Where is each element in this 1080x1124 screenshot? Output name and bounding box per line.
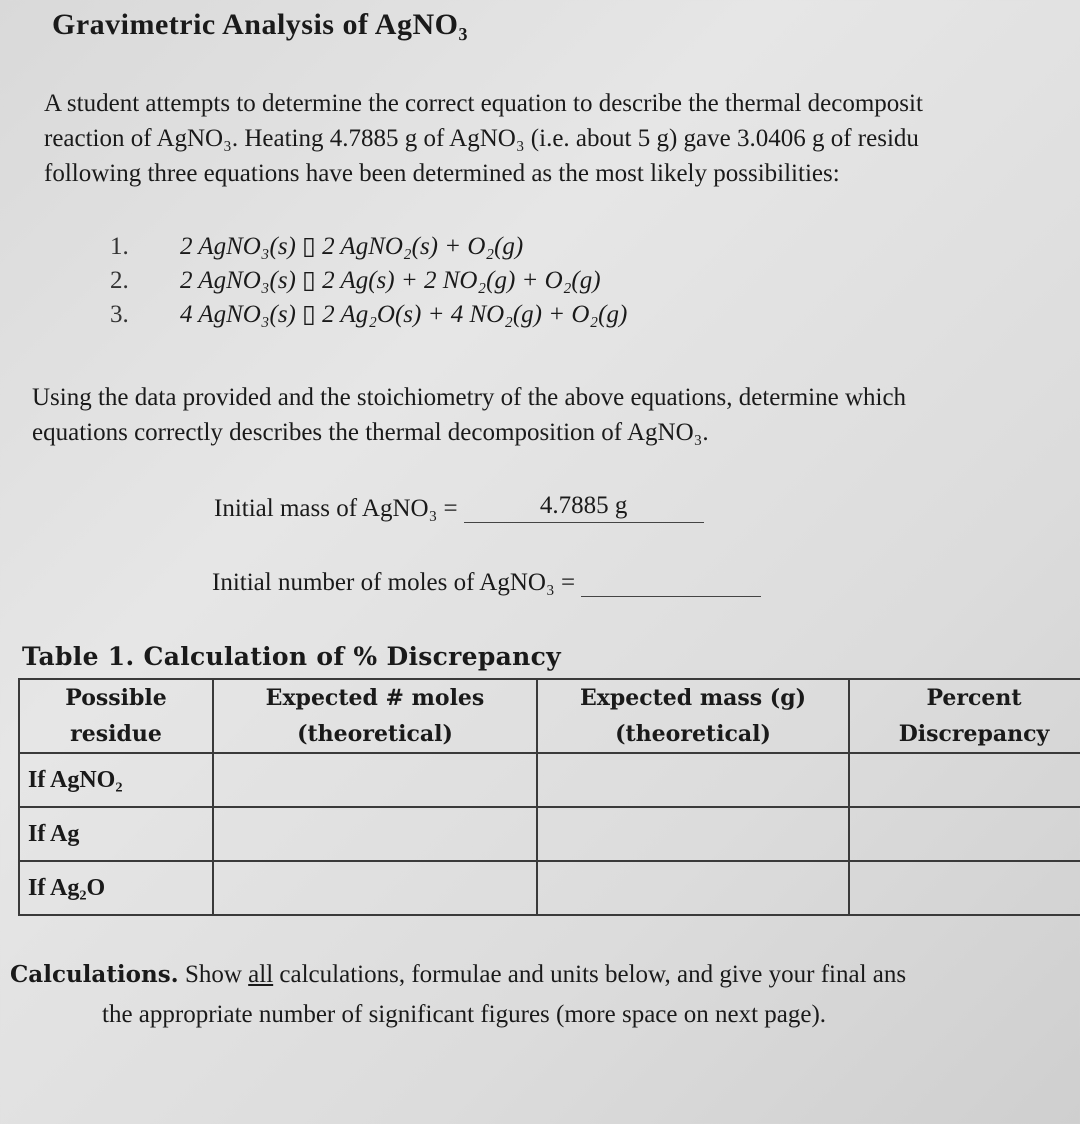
header-possible-residue — [19, 679, 213, 753]
table-row — [19, 861, 1080, 915]
moles-cell[interactable] — [213, 861, 537, 915]
discrepancy-cell[interactable] — [849, 753, 1080, 807]
mass-cell[interactable] — [537, 861, 849, 915]
discrepancy-cell[interactable] — [849, 861, 1080, 915]
question-line: Using the data provided and the stoichiometry of the above equations, determine which — [32, 384, 907, 411]
equation-text: 2 AgNO₃(s) ▯ 2 Ag(s) + 2 NO₂(g) + O₂(g) — [180, 267, 601, 294]
page-title: Gravimetric Analysis of AgNO₃ — [52, 8, 468, 41]
calculations-line: the appropriate number of significant figures (more space on next page). — [102, 1001, 827, 1028]
header-expected-mass — [537, 679, 849, 753]
discrepancy-cell[interactable] — [849, 807, 1080, 861]
calculations-lead: Calculations. — [10, 961, 179, 988]
calculations-text: calculations, formulae and units below, and give your final ans — [273, 961, 907, 988]
question-line: equations correctly describes the thermal decomposition of AgNO₃. — [32, 419, 709, 446]
calculations-underlined: all — [248, 961, 274, 988]
table-caption: Table 1. Calculation of % Discrepancy — [22, 642, 561, 671]
equation-item — [110, 230, 627, 264]
mass-cell[interactable] — [537, 807, 849, 861]
header-text: Expected mass (g) — [579, 685, 807, 711]
header-text: (theoretical) — [615, 721, 771, 747]
residue-cell: If Ag₂O — [19, 861, 213, 915]
equation-text: 4 AgNO₃(s) ▯ 2 Ag₂O(s) + 4 NO₂(g) + O₂(g) — [180, 301, 628, 328]
header-text: Possible — [65, 685, 167, 711]
header-expected-moles — [213, 679, 537, 753]
equation-item — [110, 264, 627, 298]
equation-number: 3. — [110, 301, 129, 328]
moles-cell[interactable] — [213, 753, 537, 807]
intro-line: A student attempts to determine the correct equation to describe the thermal decomposit — [44, 90, 923, 117]
equation-number: 1. — [110, 233, 129, 260]
discrepancy-table — [18, 678, 1080, 916]
intro-paragraph — [44, 86, 923, 191]
residue-cell: If AgNO₂ — [19, 753, 213, 807]
header-text: Percent — [926, 685, 1022, 711]
table-row — [19, 753, 1080, 807]
mass-cell[interactable] — [537, 753, 849, 807]
header-percent-discrepancy — [849, 679, 1080, 753]
table-row — [19, 807, 1080, 861]
intro-line: following three equations have been determined as the most likely possibilities: — [44, 160, 840, 187]
initial-mass-blank[interactable]: 4.7885 g — [464, 492, 704, 523]
intro-line: reaction of AgNO₃. Heating 4.7885 g of AgNO₃ (i.e. about 5 g) gave 3.0406 g of residu — [44, 125, 919, 152]
header-text: Discrepancy — [898, 721, 1050, 747]
initial-moles-label: Initial number of moles of AgNO₃ = — [212, 569, 576, 596]
equation-text: 2 AgNO₃(s) ▯ 2 AgNO₂(s) + O₂(g) — [180, 233, 524, 260]
header-text: residue — [70, 721, 162, 747]
residue-cell: If Ag — [19, 807, 213, 861]
initial-mass-field — [214, 492, 704, 523]
question-paragraph — [32, 380, 906, 450]
initial-mass-label: Initial mass of AgNO₃ = — [214, 495, 458, 522]
equation-list — [110, 230, 627, 332]
equation-item — [110, 298, 627, 332]
moles-cell[interactable] — [213, 807, 537, 861]
calculations-text: Show — [178, 961, 249, 988]
initial-moles-field — [212, 566, 761, 597]
header-text: Expected # moles — [265, 685, 485, 711]
initial-moles-blank[interactable] — [581, 566, 761, 597]
calculations-instructions — [10, 955, 906, 1035]
equation-number: 2. — [110, 267, 129, 294]
header-text: (theoretical) — [297, 721, 453, 747]
table-header-row — [19, 679, 1080, 753]
calculations-line — [10, 955, 906, 995]
